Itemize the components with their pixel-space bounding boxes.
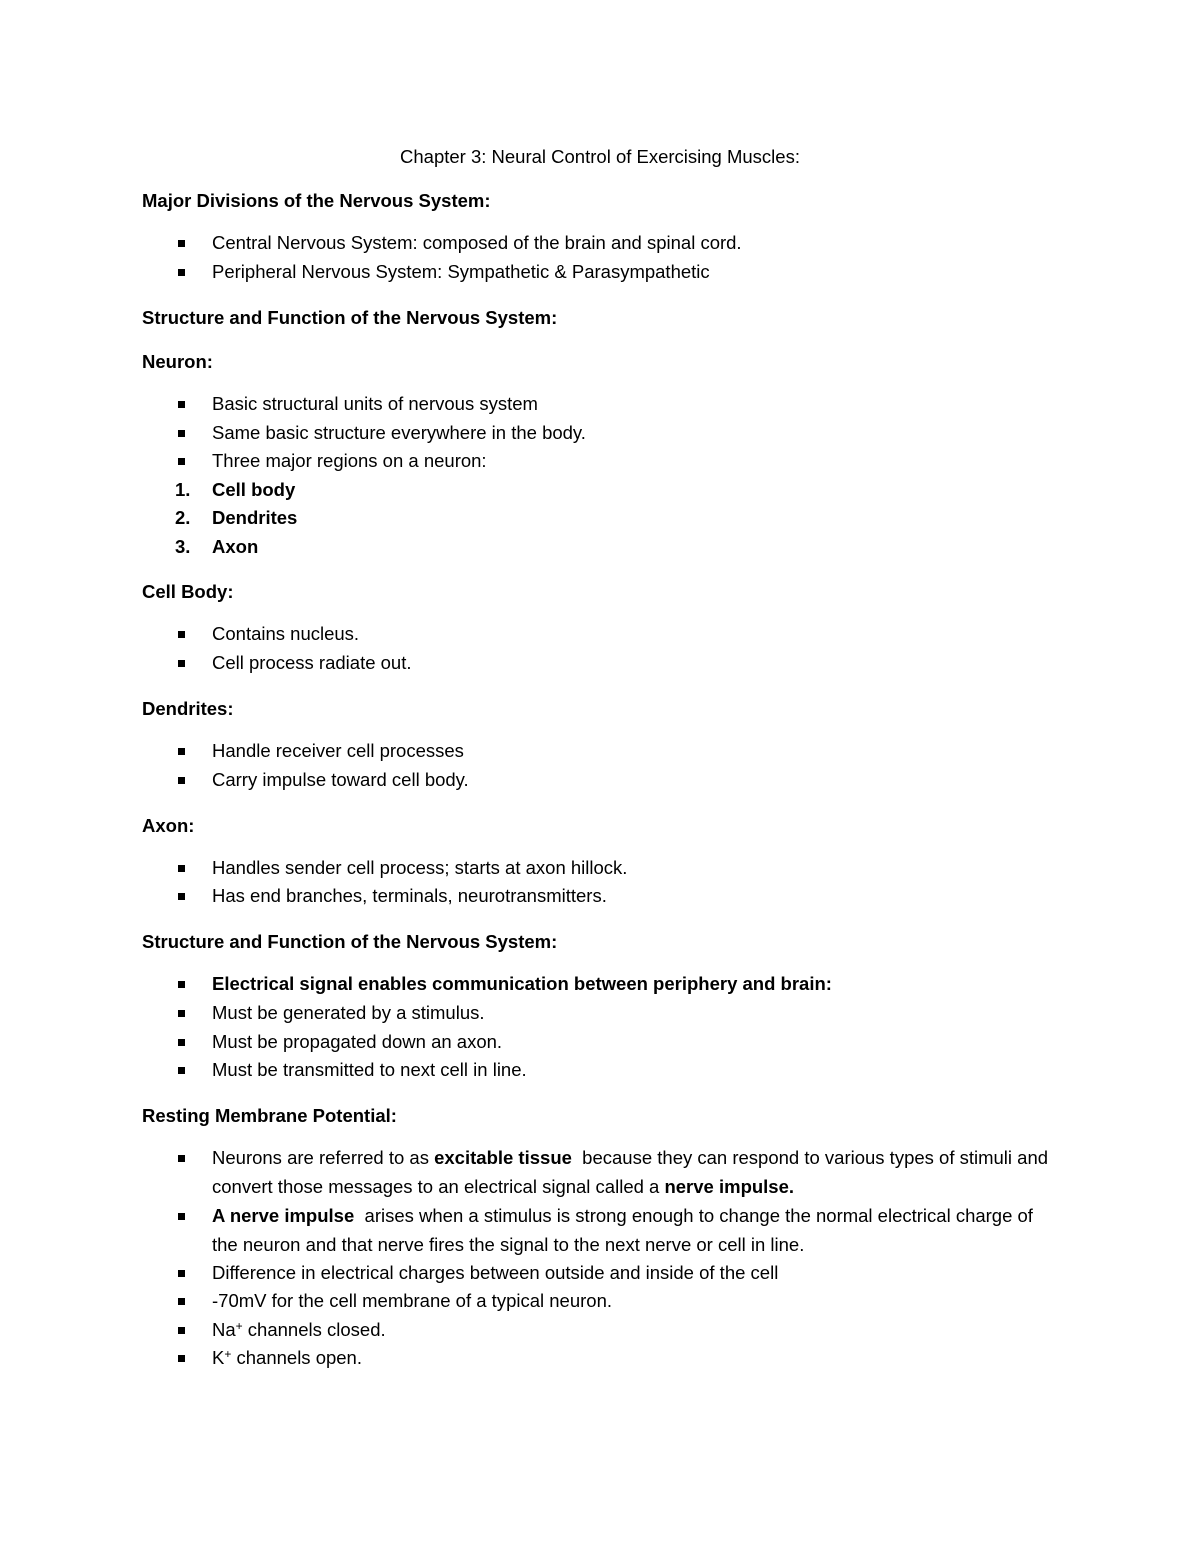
list-item: Must be generated by a stimulus. [142,999,1062,1028]
list-item: Cell process radiate out. [142,649,1062,678]
heading-cell-body: Cell Body: [142,581,234,602]
bullet-icon [178,1327,185,1334]
bullet-icon [178,1355,185,1362]
list-item: Must be propagated down an axon. [142,1028,1062,1057]
bullet-icon [178,430,185,437]
bullet-icon [178,1298,185,1305]
list-item: Central Nervous System: composed of the brain and spinal cord. [142,229,1062,258]
list-item: Has end branches, terminals, neurotransmitters. [142,882,1062,911]
numbered-item: 1. Cell body [175,479,296,500]
list-item: Carry impulse toward cell body. [142,766,1062,795]
bullet-icon [178,401,185,408]
heading-structure-function: Structure and Function of the Nervous System: [142,307,558,328]
bullet-icon [178,981,185,988]
list-item: Peripheral Nervous System: Sympathetic & Parasympathetic [142,258,1062,287]
heading-major-divisions: Major Divisions of the Nervous System: [142,190,491,211]
bullet-icon [178,1039,185,1046]
list-item: K+ channels open. [142,1344,1062,1373]
bullet-icon [178,1010,185,1017]
list-item: Na+ channels closed. [142,1316,1062,1345]
list-item: Three major regions on a neuron: [142,447,1062,476]
bullet-icon [178,1213,185,1220]
list-item: Neurons are referred to as excitable tissue because they can respond to various types of stimuli and convert those messages to an electrical signal called a nerve impulse. [142,1144,1062,1201]
list-item: Handles sender cell process; starts at axon hillock. [142,854,1062,883]
bullet-icon [178,240,185,247]
term-excitable-tissue: excitable tissue [434,1147,572,1168]
bullet-icon [178,269,185,276]
list-item: Basic structural units of nervous system [142,390,1062,419]
bullet-icon [178,1155,185,1162]
bullet-icon [178,748,185,755]
bullet-icon [178,660,185,667]
numbered-item: 2. Dendrites [175,507,298,528]
document-title: Chapter 3: Neural Control of Exercising Muscles: [400,146,800,167]
bullet-icon [178,777,185,784]
bullet-icon [178,1067,185,1074]
bullet-icon [178,458,185,465]
bullet-icon [178,1270,185,1277]
heading-dendrites: Dendrites: [142,698,234,719]
list-item: Must be transmitted to next cell in line. [142,1056,1062,1085]
heading-structure-function-2: Structure and Function of the Nervous System: [142,931,558,952]
list-item: A nerve impulse arises when a stimulus is strong enough to change the normal electrical charge of the neuron and that nerve fires the signal to the next nerve or cell in line. [142,1202,1062,1259]
list-item: Contains nucleus. [142,620,1062,649]
heading-resting-membrane-potential: Resting Membrane Potential: [142,1105,397,1126]
term-nerve-impulse: nerve impulse [229,1205,355,1226]
heading-neuron: Neuron: [142,351,213,372]
term-nerve-impulse: nerve impulse. [664,1175,795,1197]
bullet-icon [178,865,185,872]
list-item: Same basic structure everywhere in the body. [142,419,1062,448]
heading-axon: Axon: [142,815,195,836]
list-item: Electrical signal enables communication between periphery and brain: [142,970,1062,999]
list-item: Difference in electrical charges between outside and inside of the cell [142,1259,1062,1288]
list-item: -70mV for the cell membrane of a typical neuron. [142,1287,1062,1316]
numbered-item: 3. Axon [175,536,259,557]
bullet-icon [178,631,185,638]
list-item: Handle receiver cell processes [142,737,1062,766]
bullet-icon [178,893,185,900]
